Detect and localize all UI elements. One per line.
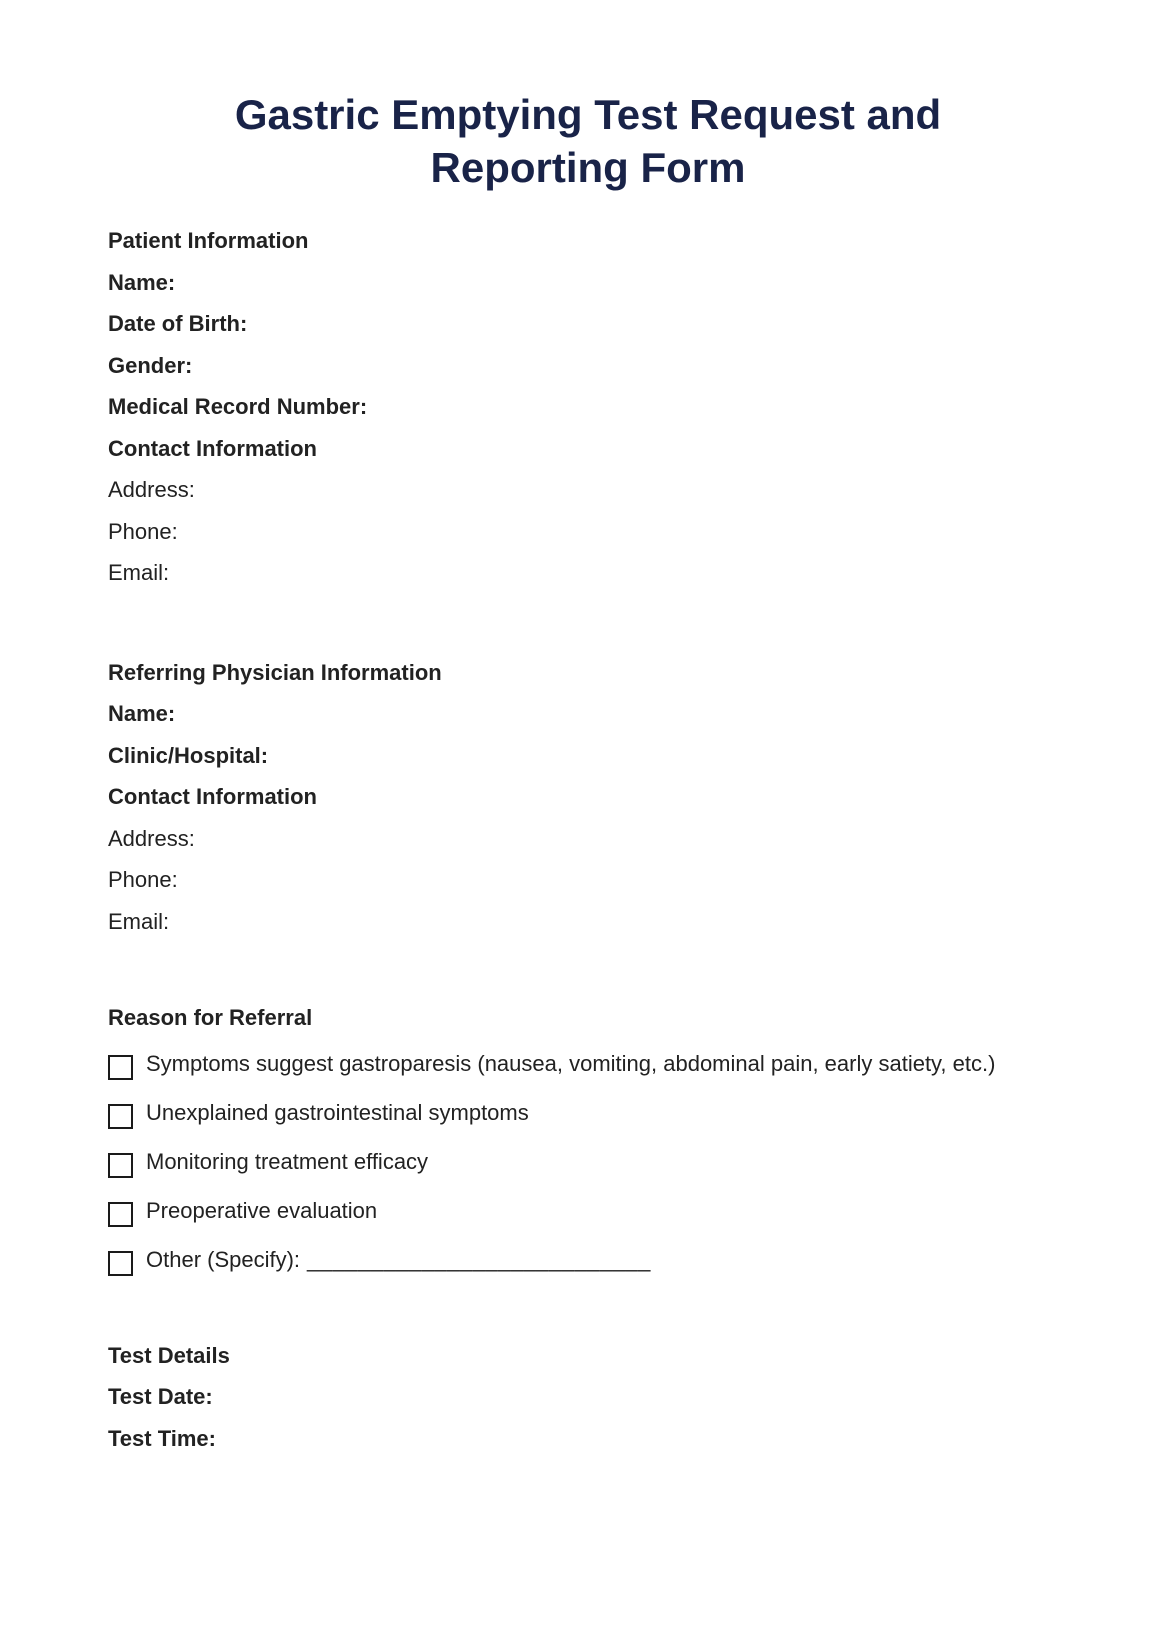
section-reason-for-referral bbox=[108, 997, 1068, 1284]
field-label-date-of-birth: Date of Birth: bbox=[108, 311, 248, 336]
field-label-physician-phone: Phone: bbox=[108, 867, 178, 892]
field-label-physician-address: Address: bbox=[108, 825, 195, 851]
referral-option-label-unexplained: Unexplained gastrointestinal symptoms bbox=[146, 1099, 529, 1125]
checkbox-other[interactable] bbox=[108, 1251, 133, 1276]
checkbox-preoperative-evaluation[interactable] bbox=[108, 1202, 133, 1227]
field-label-medical-record-number: Medical Record Number: bbox=[108, 394, 368, 419]
field-label-clinic-hospital: Clinic/Hospital: bbox=[108, 742, 269, 768]
referral-option-label-preoperative: Preoperative evaluation bbox=[146, 1197, 378, 1223]
referral-option-row-preoperative bbox=[108, 1186, 1068, 1235]
other-specify-blank-line[interactable]: ___________________________ bbox=[307, 1246, 651, 1272]
section-referring-physician bbox=[108, 652, 1068, 943]
referral-option-row-monitoring bbox=[108, 1137, 1068, 1186]
section-test-details bbox=[108, 1335, 1068, 1460]
subheading-patient-contact-information: Contact Information bbox=[108, 435, 317, 461]
form-title-line-2: Reporting Form bbox=[430, 144, 746, 191]
section-patient-information bbox=[108, 220, 1068, 594]
section-heading-patient-information: Patient Information bbox=[108, 228, 309, 253]
referral-option-row-other bbox=[108, 1235, 1068, 1284]
referral-option-row-symptoms bbox=[108, 1039, 1068, 1088]
section-heading-test-details: Test Details bbox=[108, 1342, 230, 1368]
field-label-physician-name: Name: bbox=[108, 701, 176, 726]
subheading-physician-contact-information: Contact Information bbox=[108, 784, 317, 809]
referral-option-label-other: Other (Specify): bbox=[146, 1246, 301, 1272]
referral-option-label-symptoms: Symptoms suggest gastroparesis (nausea, vomiting, abdominal pain, early satiety, etc.) bbox=[146, 1050, 996, 1076]
checkbox-unexplained-symptoms[interactable] bbox=[108, 1104, 133, 1129]
field-label-patient-email: Email: bbox=[108, 560, 170, 585]
field-label-test-date: Test Date: bbox=[108, 1384, 213, 1409]
field-label-patient-name: Name: bbox=[108, 269, 176, 295]
field-label-patient-address: Address: bbox=[108, 477, 195, 502]
field-label-test-time: Test Time: bbox=[108, 1425, 216, 1451]
form-title-line-1: Gastric Emptying Test Request and bbox=[234, 91, 942, 138]
field-label-physician-email: Email: bbox=[108, 908, 170, 934]
field-label-gender: Gender: bbox=[108, 352, 193, 378]
checkbox-monitoring-efficacy[interactable] bbox=[108, 1153, 133, 1178]
form-title bbox=[108, 0, 1068, 194]
referral-option-row-unexplained bbox=[108, 1088, 1068, 1137]
checkbox-symptoms-gastroparesis[interactable] bbox=[108, 1055, 133, 1080]
referral-option-label-monitoring: Monitoring treatment efficacy bbox=[146, 1148, 429, 1174]
section-heading-referring-physician: Referring Physician Information bbox=[108, 659, 442, 685]
field-label-patient-phone: Phone: bbox=[108, 518, 178, 544]
section-heading-reason-for-referral: Reason for Referral bbox=[108, 1005, 313, 1030]
